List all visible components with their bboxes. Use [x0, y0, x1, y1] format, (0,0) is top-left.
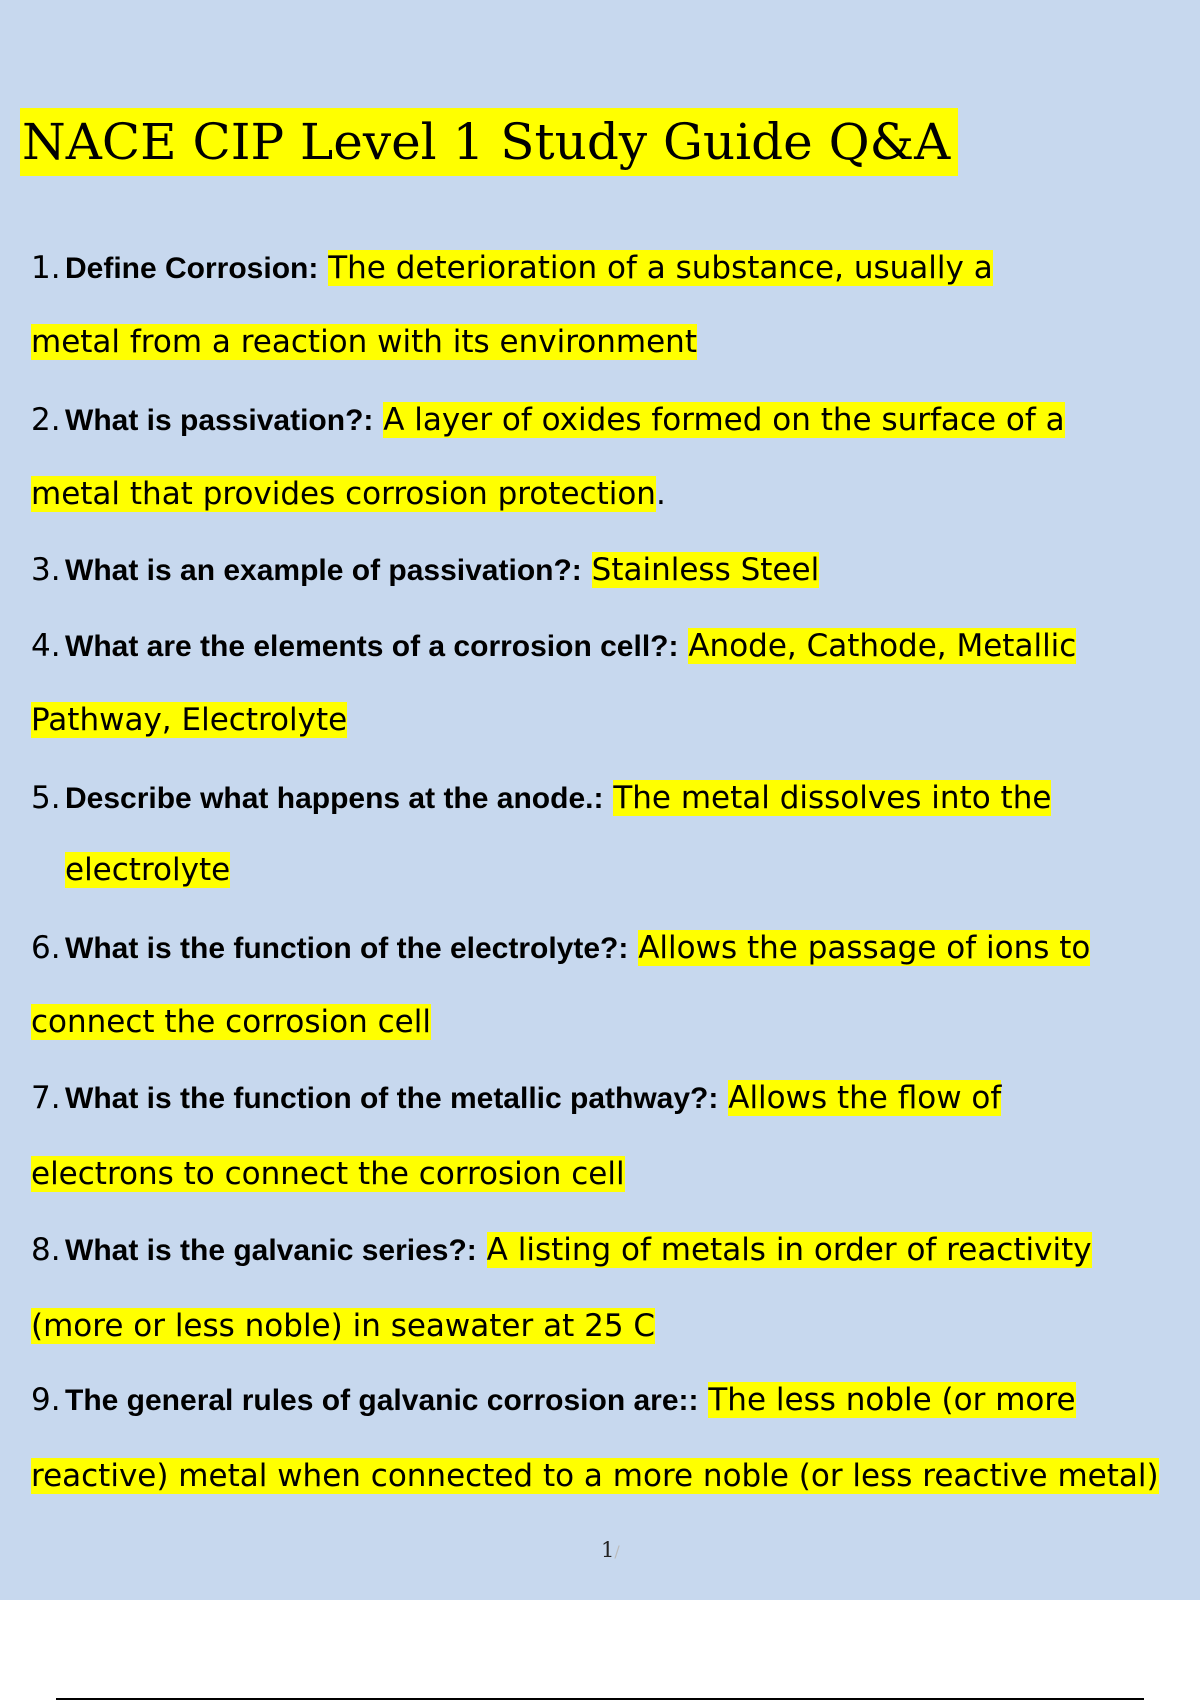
list-item — [31, 1230, 1092, 1271]
list-item-continuation — [31, 1154, 625, 1194]
list-item — [31, 928, 1090, 969]
item-question: What is the function of the metallic pathway?: — [65, 1082, 719, 1115]
item-number: 2. — [31, 402, 61, 438]
item-answer: A listing of metals in order of reactivity — [486, 1232, 1092, 1268]
item-answer: A layer of oxides formed on the surface of a — [383, 402, 1065, 438]
list-item-continuation — [31, 322, 697, 362]
item-answer: metal that provides corrosion protection — [31, 476, 656, 512]
item-question: What is an example of passivation?: — [65, 554, 582, 587]
list-item — [31, 400, 1065, 441]
item-number: 4. — [31, 628, 61, 664]
list-item-continuation — [31, 1456, 1159, 1496]
item-number: 3. — [31, 552, 61, 588]
list-item — [31, 550, 819, 591]
item-question: What is the galvanic series?: — [65, 1234, 477, 1267]
list-item — [31, 1078, 1001, 1119]
item-answer: electrons to connect the corrosion cell — [31, 1156, 625, 1192]
page-number-value: 1 — [601, 1538, 615, 1562]
item-answer: Allows the flow of — [728, 1080, 1002, 1116]
item-number: 8. — [31, 1232, 61, 1268]
item-number: 5. — [31, 780, 61, 816]
list-item-continuation — [31, 1306, 655, 1346]
item-number: 1. — [31, 250, 61, 286]
item-question: The general rules of galvanic corrosion are:: — [65, 1384, 699, 1417]
list-item-continuation — [31, 474, 666, 514]
list-item-continuation — [65, 850, 230, 890]
list-item-continuation — [31, 700, 347, 740]
item-answer: reactive) metal when connected to a more noble (or less reactive metal) — [31, 1458, 1159, 1494]
item-question: What is passivation?: — [65, 404, 374, 437]
item-answer: The metal dissolves into the — [613, 780, 1052, 816]
item-answer: Anode, Cathode, Metallic — [688, 628, 1077, 664]
list-item — [31, 1380, 1076, 1421]
list-item-continuation — [31, 1002, 431, 1042]
item-question: Describe what happens at the anode.: — [65, 782, 604, 815]
list-item — [31, 778, 1051, 819]
item-number: 6. — [31, 930, 61, 966]
item-number: 9. — [31, 1382, 61, 1418]
item-number: 7. — [31, 1080, 61, 1116]
item-answer-tail: . — [655, 476, 666, 512]
item-answer: Stainless Steel — [591, 552, 820, 588]
item-question: What are the elements of a corrosion cell?: — [65, 630, 679, 663]
page-number-separator: / — [614, 1542, 620, 1561]
item-answer: Allows the passage of ions to — [638, 930, 1091, 966]
item-question: What is the function of the electrolyte?: — [65, 932, 629, 965]
item-answer: Pathway, Electrolyte — [31, 702, 348, 738]
document-title: NACE CIP Level 1 Study Guide Q&A — [20, 108, 958, 176]
item-answer: metal from a reaction with its environment — [31, 324, 697, 360]
item-answer: (more or less noble) in seawater at 25 C — [31, 1308, 656, 1344]
item-answer: The less noble (or more — [708, 1382, 1076, 1418]
list-item — [31, 248, 993, 289]
item-answer: connect the corrosion cell — [31, 1004, 431, 1040]
item-question: Define Corrosion: — [65, 252, 319, 285]
list-item — [31, 626, 1076, 667]
page-number — [601, 1538, 620, 1562]
item-answer: The deterioration of a substance, usually a — [328, 250, 993, 286]
item-answer: electrolyte — [65, 852, 231, 888]
